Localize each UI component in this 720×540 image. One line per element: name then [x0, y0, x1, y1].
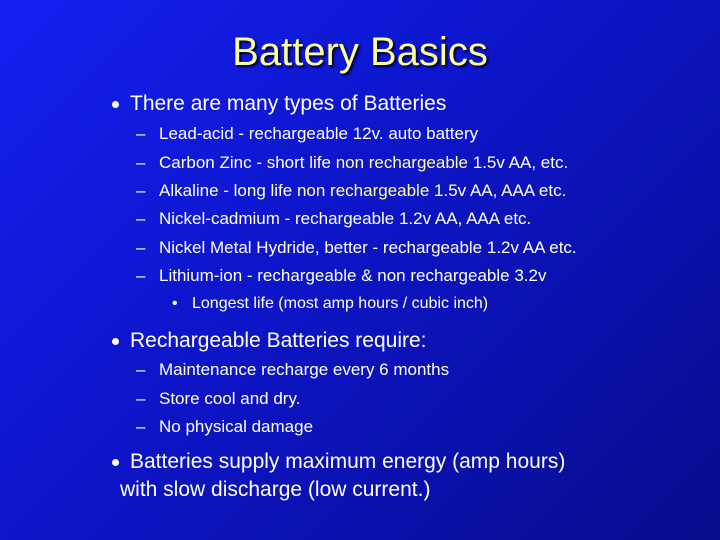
- bullet-icon: •: [172, 295, 178, 312]
- bullet-text: Rechargeable Batteries require:: [130, 329, 427, 352]
- dash-icon: –: [136, 360, 146, 379]
- sub-bullet-text: Lithium-ion - rechargeable & non rechargeable 3.2v: [159, 266, 547, 285]
- dash-icon: –: [136, 389, 146, 408]
- sub-bullet-text: Store cool and dry.: [159, 389, 301, 408]
- sub-bullet-text: No physical damage: [159, 417, 314, 436]
- dash-icon: –: [136, 238, 146, 257]
- sub-sub-bullet-text: Longest life (most amp hours / cubic inch): [192, 295, 489, 312]
- sub-bullet-text: Nickel-cadmium - rechargeable 1.2v AA, AAA etc.: [159, 209, 532, 228]
- bullet-dot-icon: [112, 459, 119, 466]
- highlight-text: non rechargeable: [296, 181, 430, 200]
- highlight-text: non rechargeable: [335, 153, 469, 172]
- sub-bullet-text: Maintenance recharge every 6 months: [159, 360, 450, 379]
- bullet-text: Batteries supply maximum energy (amp hours): [130, 450, 566, 473]
- dash-icon: –: [136, 417, 146, 436]
- dash-icon: –: [136, 266, 146, 285]
- sub-bullet-text: Alkaline - long life non rechargeable 1.5v AA, AAA etc.: [159, 181, 567, 200]
- sub-bullet-text: Lead-acid - rechargeable 12v. auto battery: [159, 124, 479, 143]
- dash-icon: –: [136, 124, 146, 143]
- bullet-dot-icon: [112, 101, 119, 108]
- dash-icon: –: [136, 153, 146, 172]
- sub-bullet-text: Nickel Metal Hydride, better - rechargeable 1.2v AA etc.: [159, 238, 577, 257]
- dash-icon: –: [136, 181, 146, 200]
- bullet-text-continuation: with slow discharge (low current.): [120, 478, 431, 501]
- dash-icon: –: [136, 209, 146, 228]
- slide-title: Battery Basics: [232, 30, 488, 74]
- bullet-text: There are many types of Batteries: [130, 92, 447, 115]
- sub-bullet-text: Carbon Zinc - short life non rechargeable 1.5v AA, etc.: [159, 153, 569, 172]
- bullet-dot-icon: [112, 338, 119, 345]
